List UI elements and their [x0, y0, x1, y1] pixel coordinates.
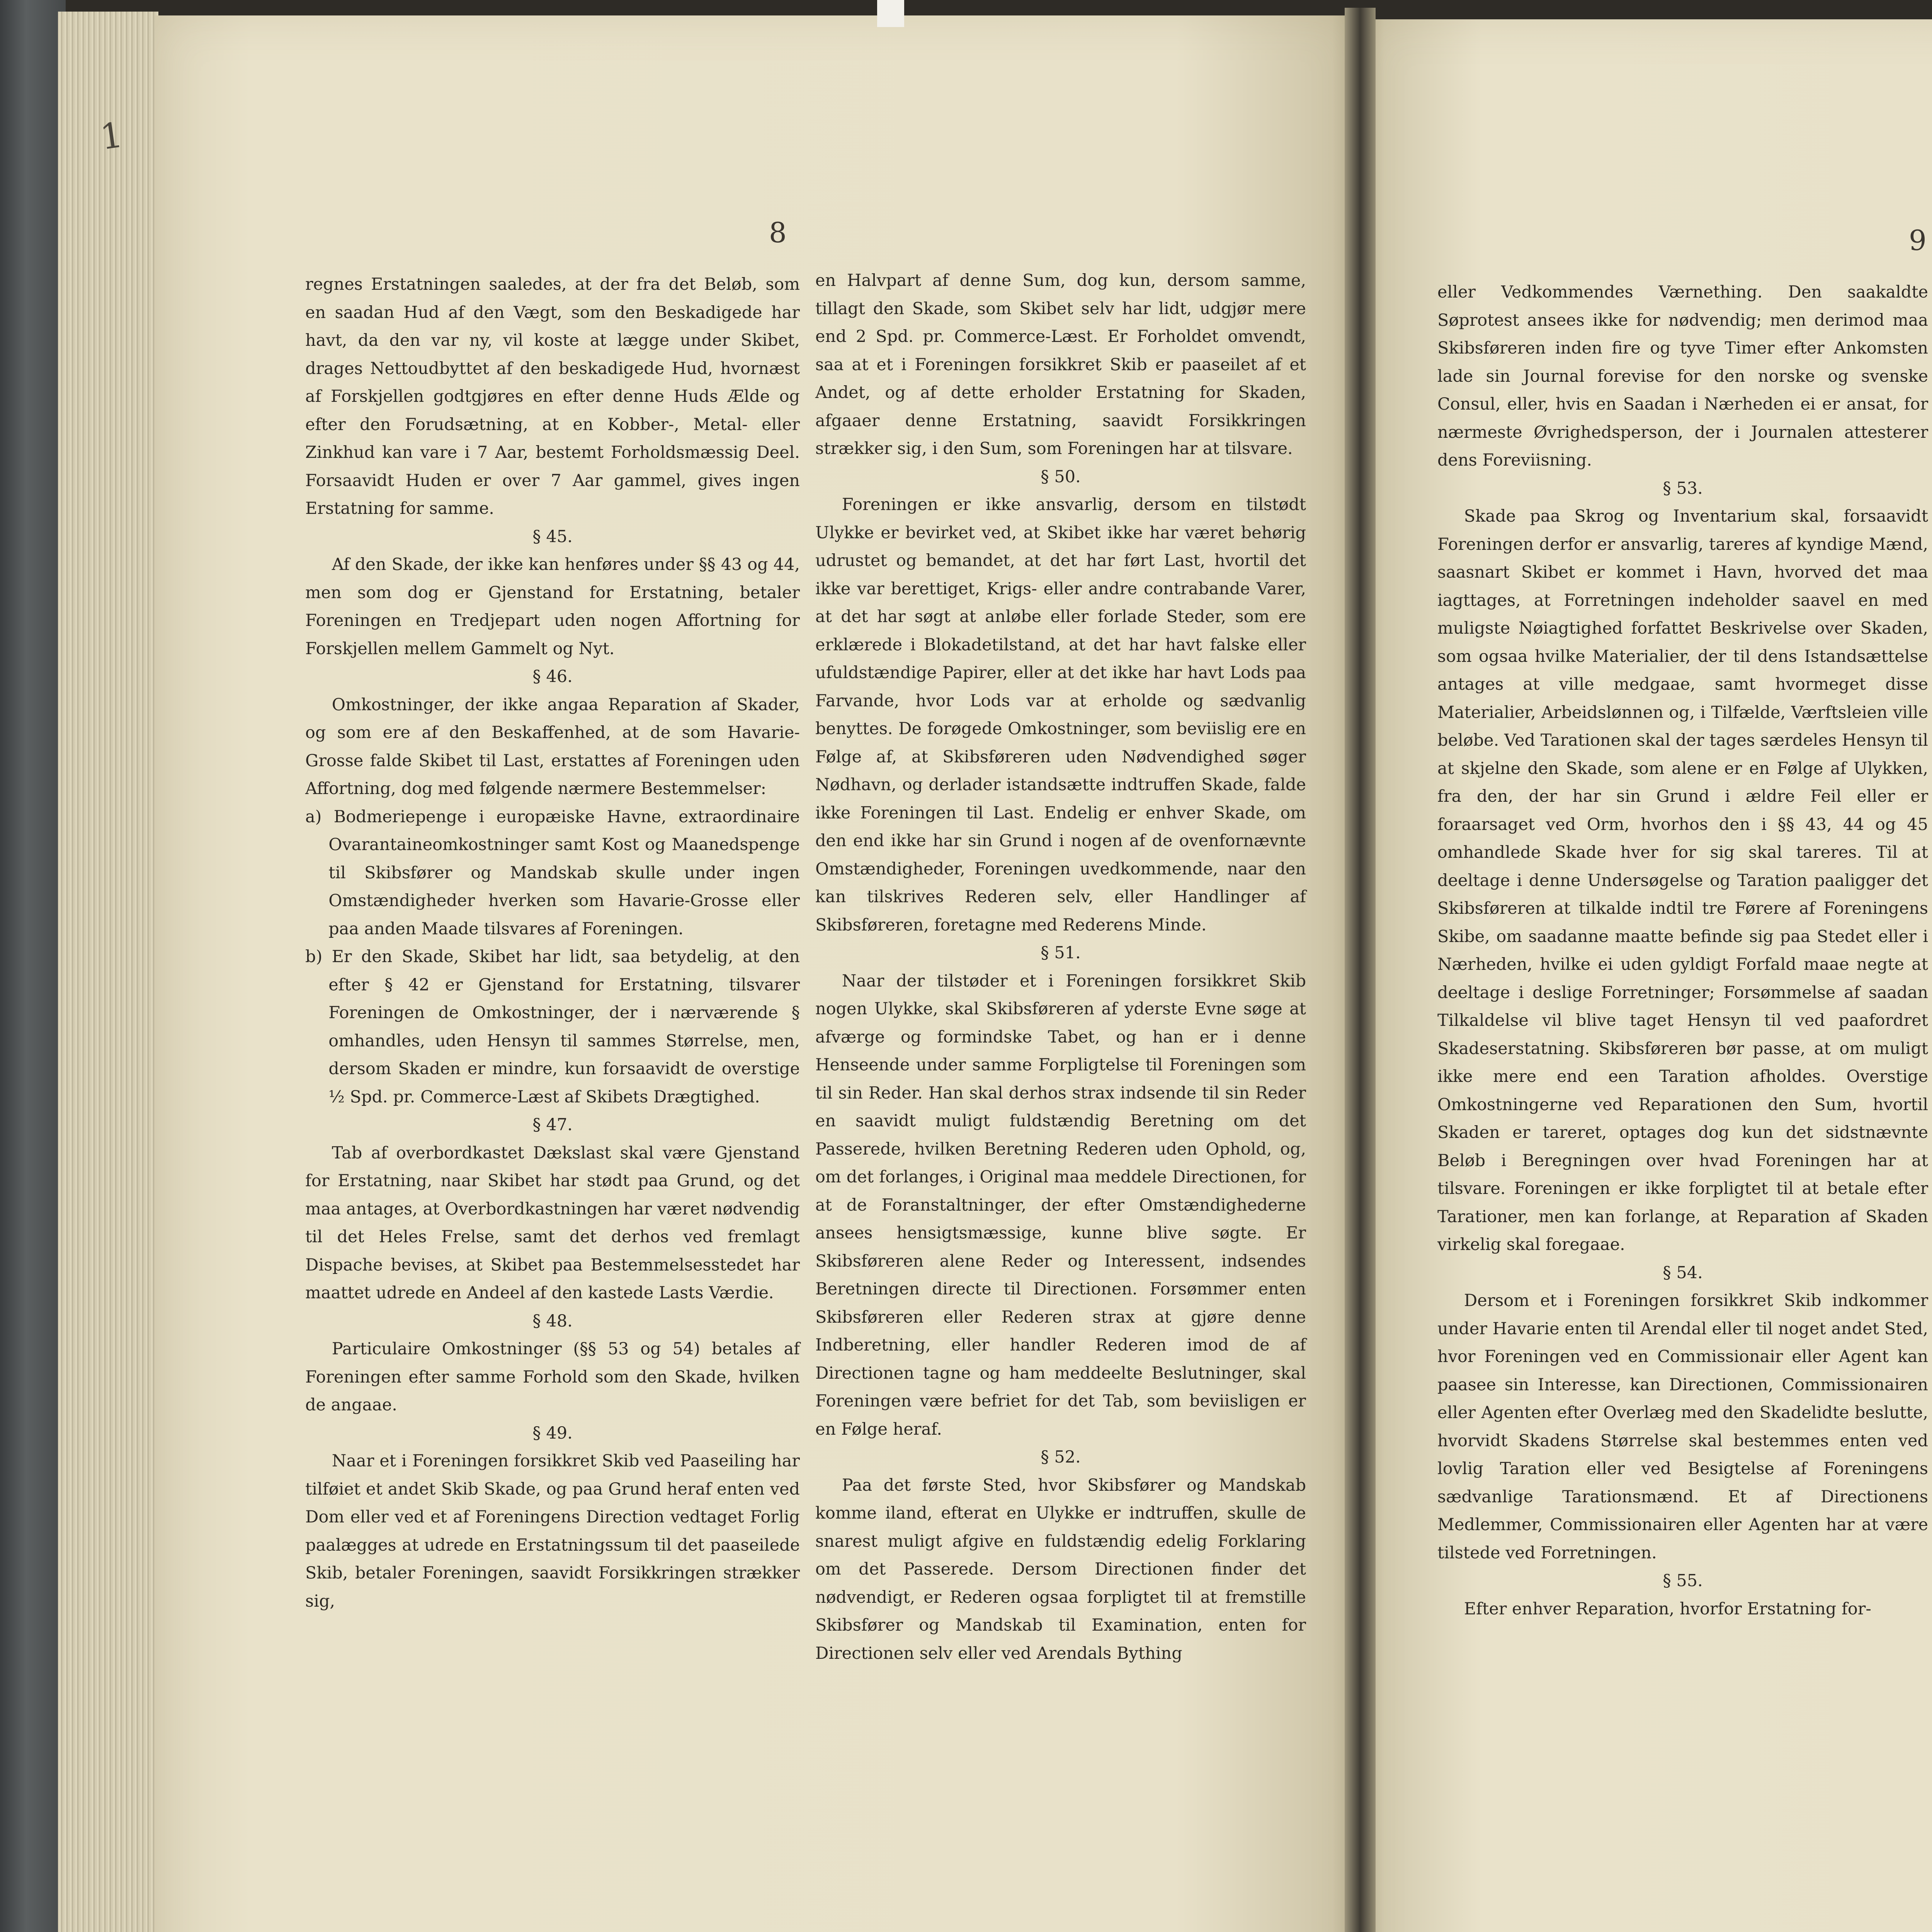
section-heading: § 53.	[1663, 478, 1703, 498]
paragraph: eller Vedkommendes Værnething. Den saakaldte Søprotest ansees ikke for nødvendig; men derimod maa Skibsføreren inden fire og tyve Timer efter Ankomsten lade sin Journal forevise for den norske og svenske Consul, eller, hvis en Saadan i Nærheden ei er ansat, for nærmeste Øvrighedsperson, der i Journalen attesterer dens Foreviisning.	[1437, 282, 1928, 470]
paragraph: Paa det første Sted, hvor Skibsfører og Mandskab komme iland, efterat en Ulykke er indtruffen, skulle de snarest muligt afgive en fuldstændig edelig Forklaring om det Passerede. Dersom Directionen finder det nødvendigt, er Rederen ogsaa forpligtet til at fremstille Skibsfører og Mandskab til Examination, enten for Directionen selv eller ved Arendals Bything	[815, 1475, 1306, 1663]
paragraph: Skade paa Skrog og Inventarium skal, forsaavidt Foreningen derfor er ansvarlig, tareres af kyndige Mænd, saasnart Skibet er kommet i Havn, hvorved det maa iagttages, at Forretningen indeholder saavel en med muligste Nøiagtighed forfattet Beskrivelse over Skaden, som ogsaa hvilke Materialier, der til dens Istandsættelse antages at ville medgaae, samt hvormeget disse Materialier, Arbeidslønnen og, i Tilfælde, Værftsleien ville beløbe. Ved Tarationen skal der tages særdeles Hensyn til at skjelne den Skade, som alene er en Følge af Ulykken, fra den, der har sin Grund i ældre Feil eller er foraarsaget ved Orm, hvorhos den i §§ 43, 44 og 45 omhandlede Skade hver for sig skal tareres. Til at deeltage i denne Undersøgelse og Taration paaligger det Skibsføreren at tilkalde indtil tre Førere af Foreningens Skibe, om saadanne maatte befinde sig paa Stedet eller i Nærheden, hvilke ei uden gyldigt Forfald maae negte at deeltage i deslige Forretninger; Forsømmelse af saadan Tilkaldelse vil blive taget Hensyn til ved paafordret Skadeserstatning. Skibsføreren bør passe, at om muligt ikke mere end een Taration afholdes. Overstige Omkostningerne ved Reparationen den Sum, hvortil Skaden er tareret, optages dog kun det sidstnævnte Beløb i Beregningen over hvad Foreningen har at tilsvare. Foreningen er ikke forpligtet til at betale efter Tarationer, men kan forlange, at Reparation af Skaden virkelig skal foregaae.	[1437, 507, 1928, 1254]
section-heading: § 50.	[1041, 467, 1081, 486]
margin-pencil-mark: 1	[97, 114, 126, 158]
paragraph: regnes Erstatningen saaledes, at der fra det Beløb, som en saadan Hud af den Vægt, som den Beskadigede har havt, da den var ny, vil koste at lægge under Skibet, drages Nettoudbyttet af den beskadigede Hud, hvornæst af Forskjellen godtgjøres en efter denne Huds Ælde og efter den Forudsætning, at en Kobber-, Metal- eller Zinkhud kan vare i 7 Aar, bestemt Forholdsmæssig Deel. Forsaavidt Huden er over 7 Aar gammel, gives ingen Erstatning for samme.	[305, 275, 800, 518]
right-page-column-1	[1437, 278, 1928, 1623]
paragraph: Efter enhver Reparation, hvorfor Erstatning for-	[1464, 1599, 1871, 1619]
paragraph: Af den Skade, der ikke kan henføres under §§ 43 og 44, men som dog er Gjenstand for Erstatning, betaler Foreningen en Tredjepart uden nogen Affortning for Forskjellen mellem Gammelt og Nyt.	[305, 555, 800, 658]
paragraph: Tab af overbordkastet Dækslast skal være Gjenstand for Erstatning, naar Skibet har stødt paa Grund, og det maa antages, at Overbordkastningen har været nødvendig til det Heles Frelse, samt det derhos ved fremlagt Dispache bevises, at Skibet paa Bestemmelsesstedet har maattet udrede en Andeel af den kastede Lasts Værdie.	[305, 1143, 800, 1303]
book-cover-left	[0, 0, 66, 1932]
left-page-column-2	[815, 267, 1306, 1667]
paragraph: Omkostninger, der ikke angaa Reparation af Skader, og som ere af den Beskaffenhed, at de som Havarie-Grosse falde Skibet til Last, erstattes af Foreningen uden Affortning, dog med følgende nærmere Bestemmelser:	[305, 695, 800, 798]
section-heading: § 46.	[532, 667, 573, 686]
list-item: a) Bodmeriepenge i europæiske Havne, extraordinaire Ovarantaineomkostninger samt Kost og Maanedspenge til Skibsfører og Mandskab skulle under ingen Omstændigheder hverken som Havarie-Grosse eller paa anden Maade tilsvares af Foreningen.	[305, 807, 800, 939]
paragraph: Particulaire Omkostninger (§§ 53 og 54) betales af Foreningen efter samme Forhold som den Skade, hvilken de angaae.	[305, 1339, 800, 1415]
page-stack-left	[58, 12, 158, 1932]
left-page-number: 8	[769, 216, 787, 249]
right-page-number: 9	[1909, 224, 1927, 257]
section-heading: § 54.	[1663, 1263, 1703, 1282]
paragraph: Naar et i Foreningen forsikkret Skib ved Paaseiling har tilføiet et andet Skib Skade, og paa Grund heraf enten ved Dom eller ved et af Foreningens Direction vedtaget Forlig paalægges at udrede en Erstatningssum til det paaseilede Skib, betaler Foreningen, saavidt Forsikkringen strækker sig,	[305, 1451, 800, 1611]
paragraph: Foreningen er ikke ansvarlig, dersom en tilstødt Ulykke er bevirket ved, at Skibet ikke har været behørig udrustet og bemandet, at det har ført Last, hvortil det ikke var berettiget, Krigs- eller andre contrabande Varer, at det har søgt at anløbe eller forlade Steder, som ere erklærede i Blokadetilstand, at det har havt falske eller ufuldstændige Papirer, eller at det ikke har havt Lods paa Farvande, hvor Lods var at erholde og sædvanlig benyttes. De forøgede Omkostninger, som beviislig ere en Følge af, at Skibsføreren uden Nødvendighed søger Nødhavn, og derlader istandsætte indtruffen Skade, falde ikke Foreningen til Last. Endelig er enhver Skade, om den end ikke har sin Grund i nogen af de ovenfornævnte Omstændigheder, Foreningen uvedkommende, naar den kan tilskrives Rederen selv, eller Handlinger af Skibsføreren, foretagne med Rederens Minde.	[815, 495, 1306, 935]
section-heading: § 48.	[532, 1311, 573, 1331]
left-page-column-1	[305, 270, 800, 1615]
paragraph: Dersom et i Foreningen forsikkret Skib indkommer under Havarie enten til Arendal eller til noget andet Sted, hvor Foreningen ved en Commissionair eller Agent kan paasee sin Interesse, kan Directionen, Commissionairen eller Agenten efter Overlæg med den Skadelidte beslutte, hvorvidt Skadens Størrelse skal bestemmes enten ved lovlig Taration eller ved Besigtelse af Foreningens sædvanlige Tarationsmænd. Et af Directionens Medlemmer, Commissionairen eller Agenten har at være tilstede ved Forretningen.	[1437, 1291, 1928, 1563]
section-heading: § 51.	[1041, 943, 1081, 963]
paper-tag	[877, 0, 904, 27]
section-heading: § 45.	[532, 527, 573, 546]
section-heading: § 47.	[532, 1115, 573, 1134]
paragraph: Naar der tilstøder et i Foreningen forsikkret Skib nogen Ulykke, skal Skibsføreren af yderste Evne søge at afværge og formindske Tabet, og han er i denne Henseende under samme Forpligtelse til Foreningen som til sin Reder. Han skal derhos strax indsende til sin Reder en saavidt muligt fuldstændig Beretning om det Passerede, hvilken Beretning Rederen uden Ophold, og, om det forlanges, i Original maa meddele Directionen, for at de Foranstaltninger, der efter Omstændighederne ansees hensigtsmæssige, kunne blive søgte. Er Skibsføreren alene Reder og Interessent, indsendes Beretningen directe til Directionen. Forsømmer enten Skibsføreren eller Rederen strax at gjøre denne Indberetning, eller handler Rederen imod de af Directionen tagne og ham meddeelte Beslutninger, skal Foreningen være befriet for det Tab, som beviisligen er en Følge heraf.	[815, 971, 1306, 1439]
section-heading: § 52.	[1041, 1447, 1081, 1467]
section-heading: § 55.	[1663, 1571, 1703, 1590]
book-gutter	[1345, 8, 1376, 1932]
section-heading: § 49.	[532, 1423, 573, 1443]
paragraph: en Halvpart af denne Sum, dog kun, dersom samme, tillagt den Skade, som Skibet selv har lidt, udgjør mere end 2 Spd. pr. Commerce-Læst. Er Forholdet omvendt, saa at et i Foreningen forsikkret Skib er paaseilet af et Andet, og af dette erholder Erstatning for Skaden, afgaaer denne Erstatning, saavidt Forsikkringen strækker sig, i den Sum, som Foreningen har at tilsvare.	[815, 271, 1306, 458]
list-item: b) Er den Skade, Skibet har lidt, saa betydelig, at den efter § 42 er Gjenstand for Erstatning, tilsvarer Foreningen de Omkostninger, der i nærværende § omhandles, uden Hensyn til sammes Størrelse, men, dersom Skaden er mindre, kun forsaavidt de overstige ½ Spd. pr. Commerce-Læst af Skibets Drægtighed.	[305, 947, 800, 1107]
